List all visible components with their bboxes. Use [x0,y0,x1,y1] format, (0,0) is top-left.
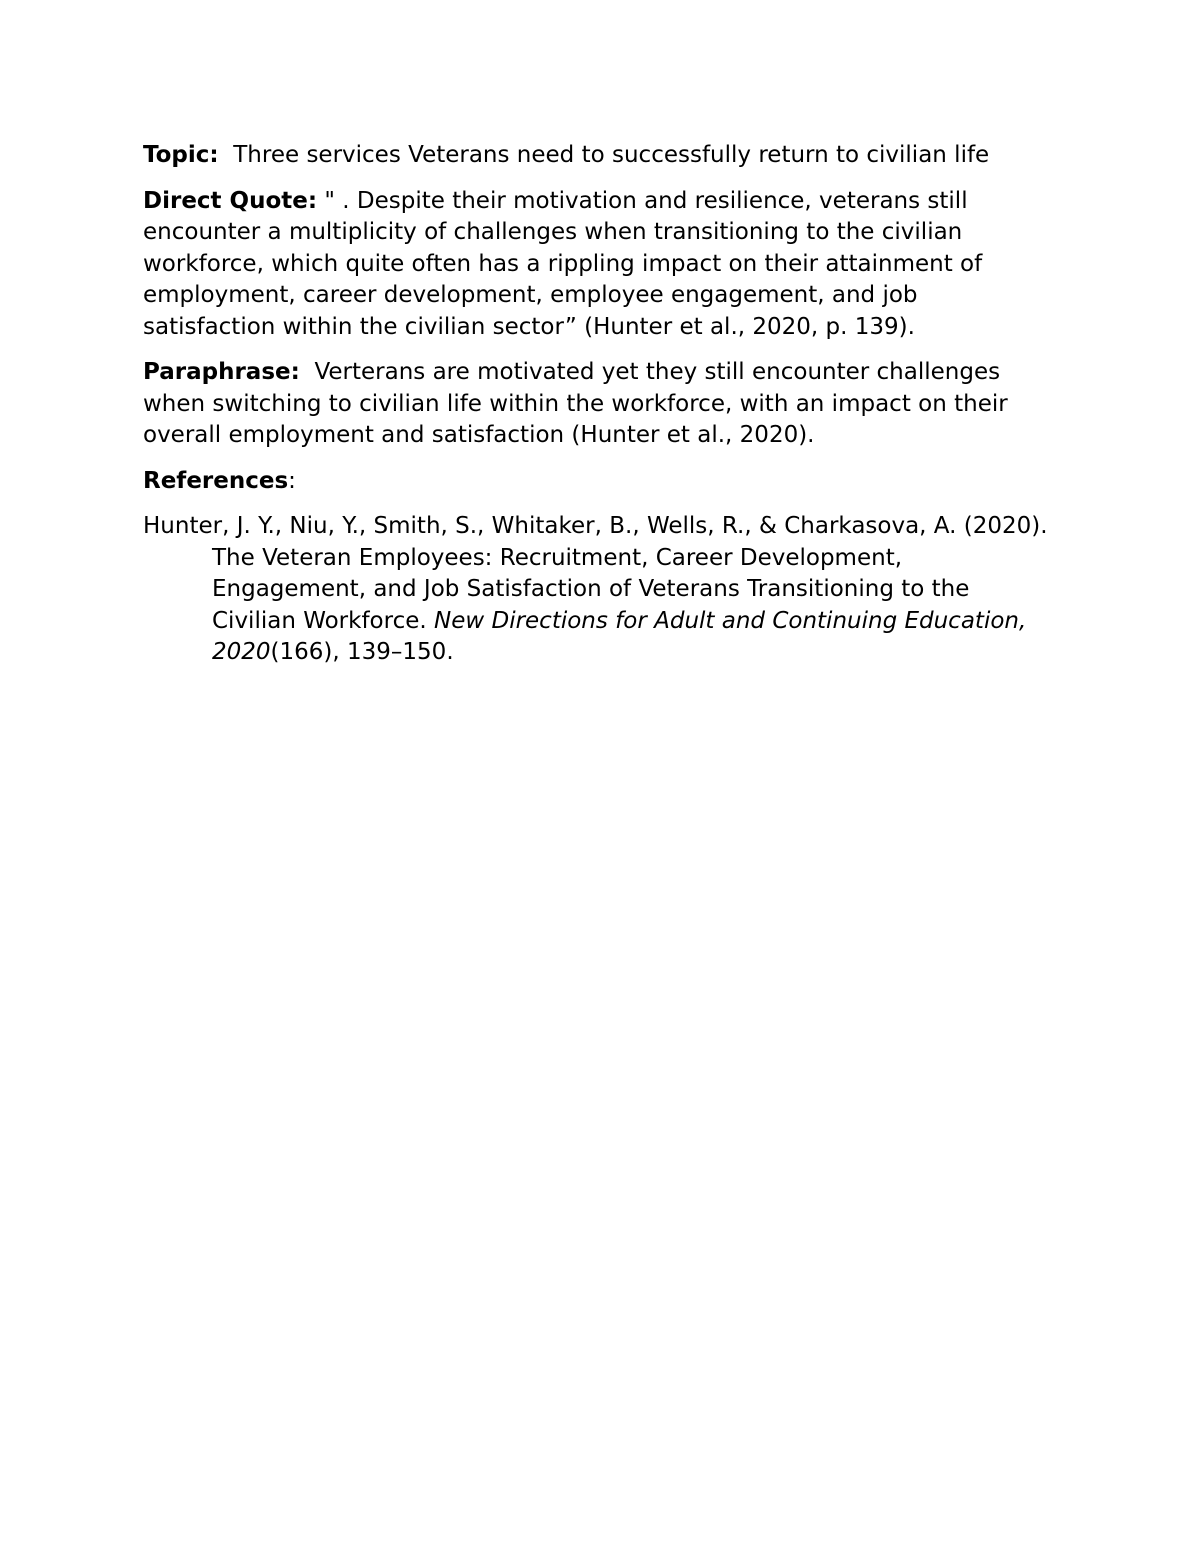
direct-quote-label: Direct Quote: [143,187,318,214]
reference-entry [143,511,1048,669]
reference-authors-title: Hunter, J. Y., Niu, Y., Smith, S., Whitaker, B., Wells, R., & Charkasova, A. (2020). The Veteran Employees: Recruitment, Career Development, Engagement, and Job Satisfaction of Veterans Transitioning to the Civilian Workforce. [143,513,1048,634]
topic-text: Three services Veterans need to successfully return to civilian life [233,142,990,168]
paraphrase-label: Paraphrase: [143,359,300,385]
paraphrase-paragraph [143,357,1048,452]
reference-journal: New Directions for Adult and Continuing Education [434,607,1019,634]
topic-paragraph [143,140,1048,172]
topic-label: Topic: [143,142,219,168]
direct-quote-text: " . Despite their motivation and resilience, veterans still encounter a multiplicity of challenges when transitioning to the civilian workforce, which quite often has a rippling impact on their attainment of employment, career development, employee engagement, and job satisfaction within the civilian sector” (Hunter et al., 2020, p. 139). [143,187,983,340]
paraphrase-text: Verterans are motivated yet they still encounter challenges when switching to civilian life within the workforce, with an impact on their overall employment and satisfaction (Hunter et al., 2020). [143,359,1008,448]
reference-volume: 2020 [212,639,271,665]
reference-separator: , [1018,607,1027,634]
document-page [143,140,1048,669]
references-label: References [143,467,289,494]
references-heading [143,466,1048,498]
reference-issue-pages: (166), 139–150. [270,639,454,665]
references-colon: : [288,467,296,494]
direct-quote-paragraph [143,186,1048,344]
